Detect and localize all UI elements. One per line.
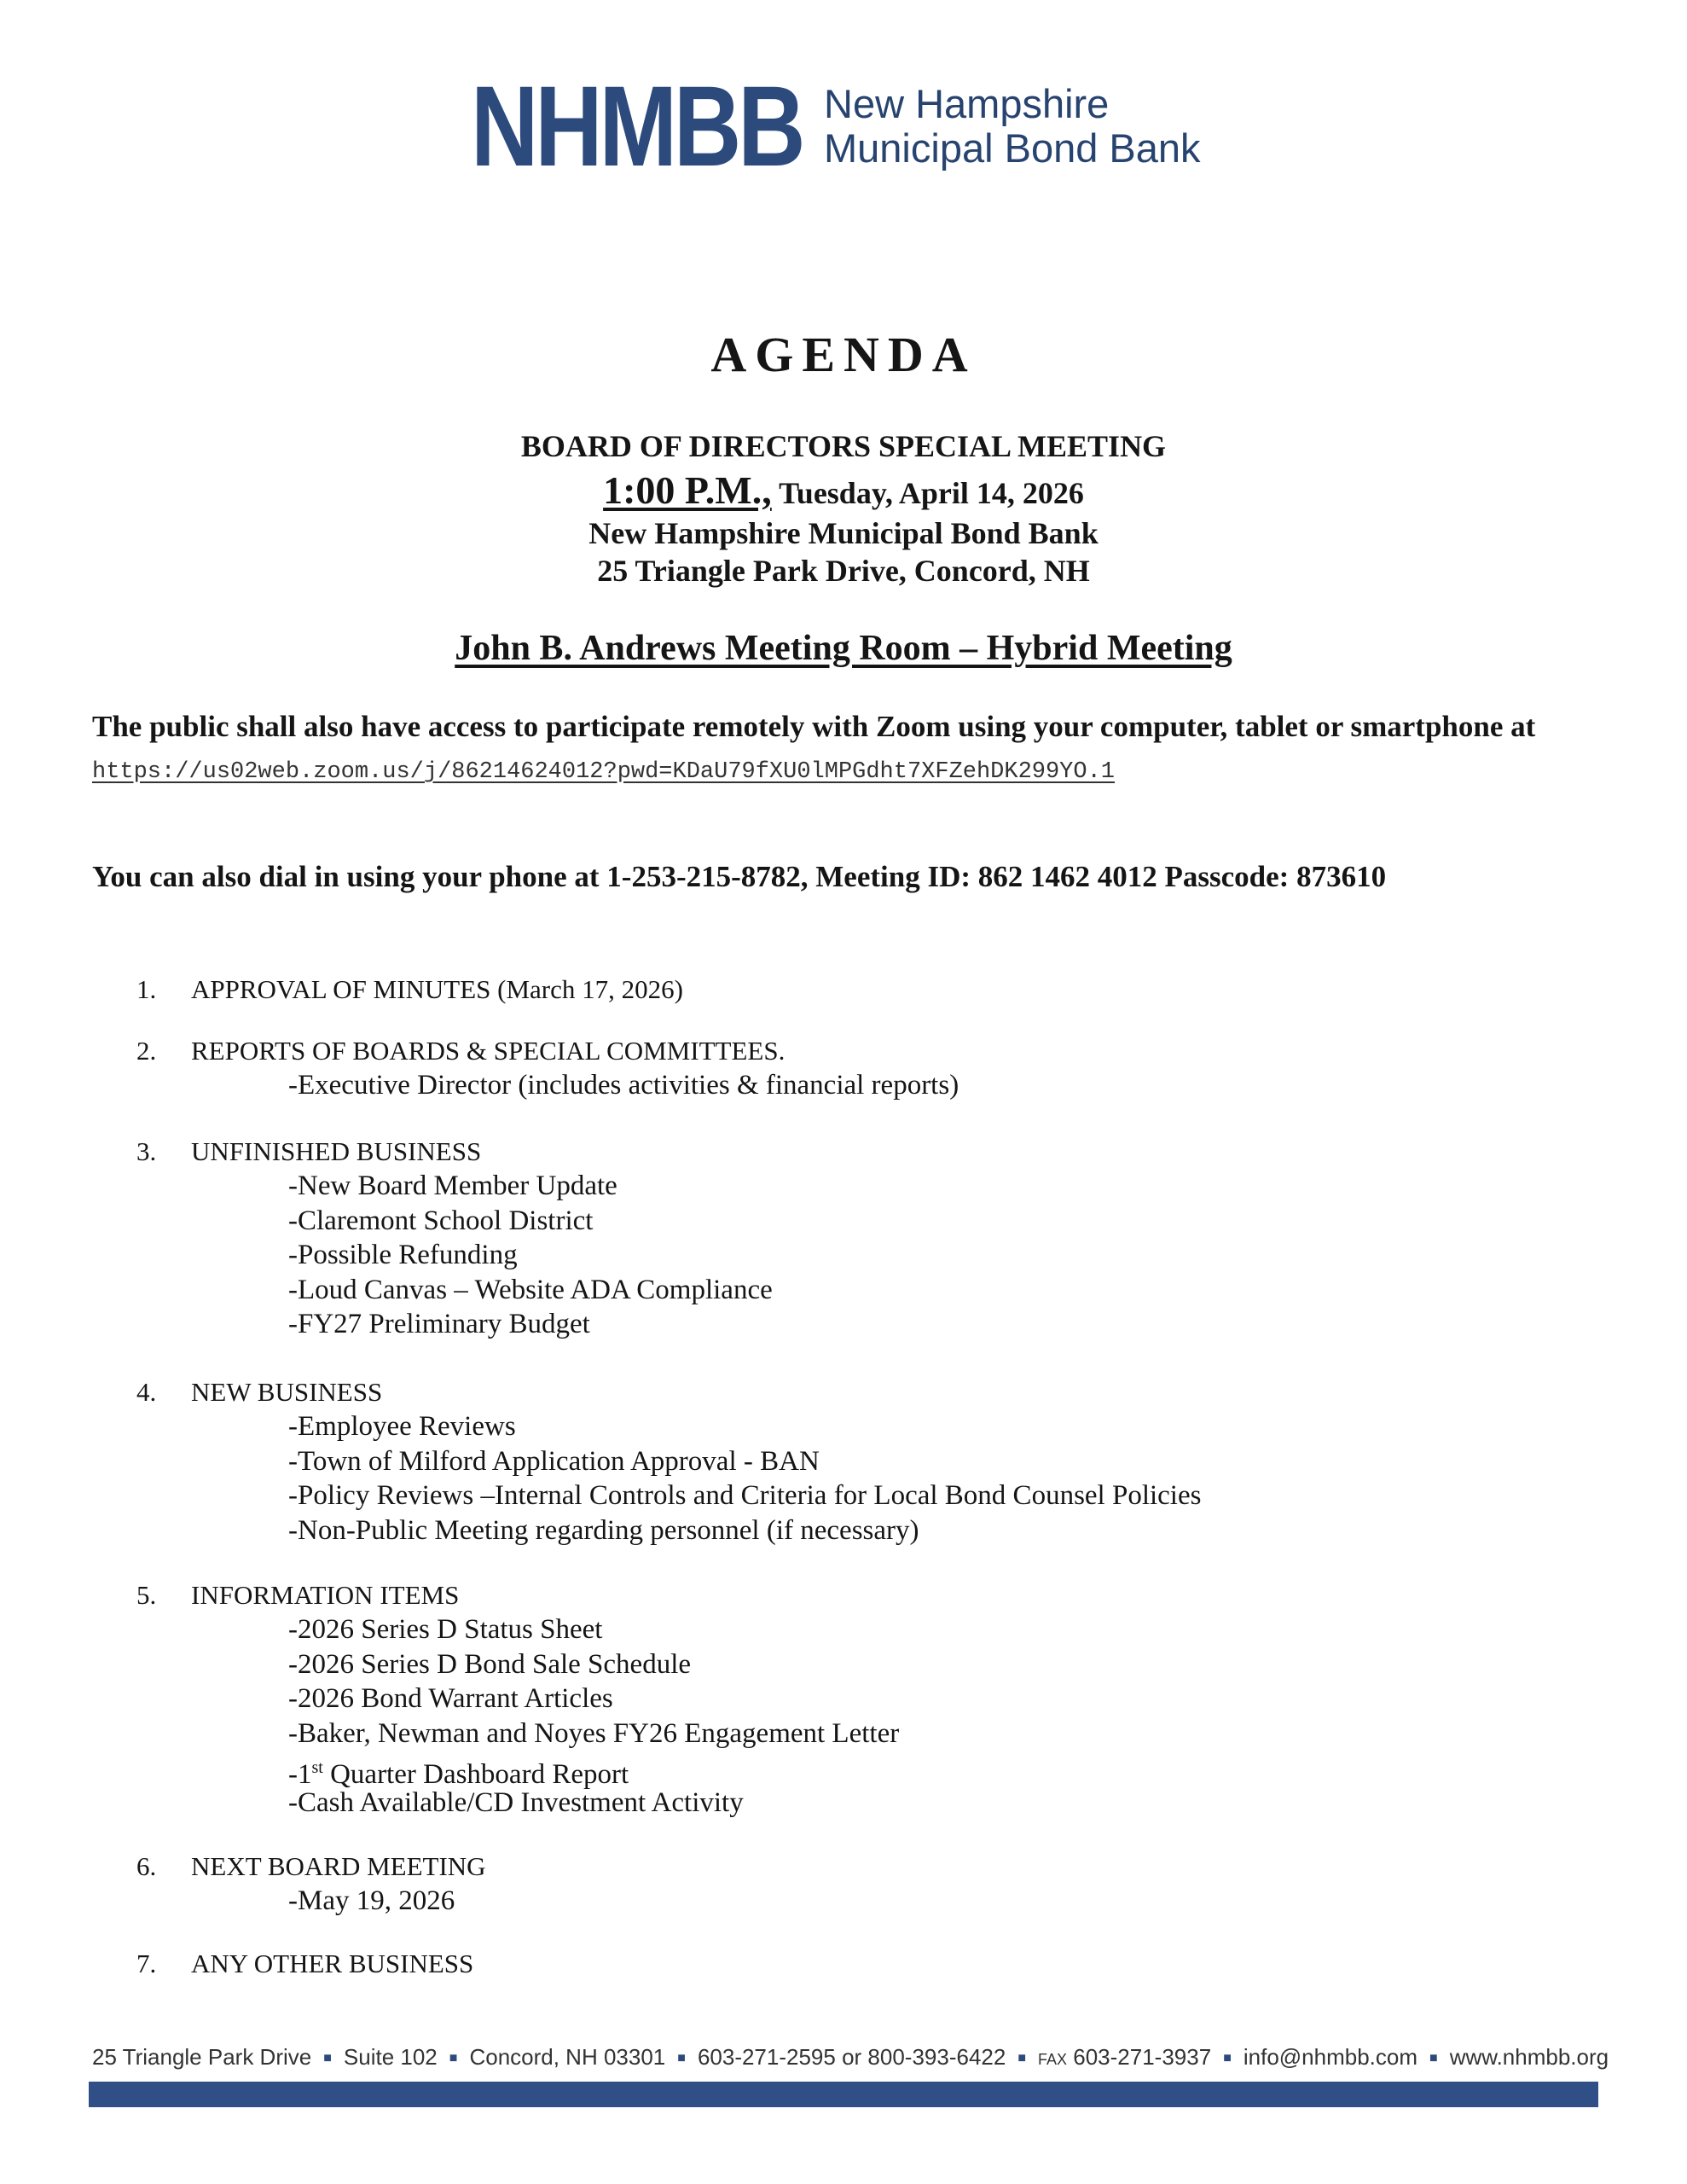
agenda-subitems — [288, 1409, 1201, 1548]
agenda-subitem: -Employee Reviews — [288, 1411, 516, 1442]
footer-suite: Suite 102 — [343, 2044, 438, 2070]
remote-access-text: The public shall also have access to participate remotely with Zoom using your computer, tablet or smartphone at — [92, 710, 1536, 743]
logo-mark: NHMBB — [471, 63, 803, 190]
agenda-item-number: 3. — [136, 1136, 157, 1166]
meeting-time-line — [0, 468, 1687, 513]
agenda-subitems — [288, 1612, 899, 1820]
agenda-subitem: -Cash Available/CD Investment Activity — [288, 1786, 744, 1818]
agenda-item-number: 2. — [136, 1036, 157, 1066]
agenda-item-title: REPORTS OF BOARDS & SPECIAL COMMITTEES. — [191, 1036, 786, 1066]
agenda-subitem: -New Board Member Update — [288, 1170, 617, 1201]
agenda-item-title: APPROVAL OF MINUTES (March 17, 2026) — [191, 974, 683, 1004]
agenda-subitems — [288, 1068, 959, 1103]
bullet-icon: ■ — [1223, 2051, 1232, 2066]
logo-line-1: New Hampshire — [824, 81, 1110, 126]
agenda-subitem: -Possible Refunding — [288, 1240, 518, 1270]
logo-line-2: Municipal Bond Bank — [824, 125, 1201, 171]
meeting-address: 25 Triangle Park Drive, Concord, NH — [597, 554, 1090, 588]
meeting-type: BOARD OF DIRECTORS SPECIAL MEETING — [520, 429, 1167, 463]
agenda-subitems — [288, 1169, 773, 1342]
agenda-item-title: ANY OTHER BUSINESS — [191, 1949, 474, 1978]
organization-name: New Hampshire Municipal Bond Bank — [588, 516, 1099, 550]
footer-fax: 603-271-3937 — [1073, 2044, 1212, 2070]
agenda-item-number: 1. — [136, 974, 157, 1004]
agenda-subitem: -2026 Series D Status Sheet — [288, 1614, 603, 1645]
agenda-item-title: NEXT BOARD MEETING — [191, 1851, 486, 1881]
bullet-icon: ■ — [449, 2051, 458, 2066]
agenda-item-title: INFORMATION ITEMS — [191, 1580, 460, 1610]
dial-in-text: You can also dial in using your phone at 1-253-215-8782, Meeting ID: 862 1462 4012 Passcode: 873610 — [92, 860, 1387, 893]
agenda-subitem: -2026 Bond Warrant Articles — [288, 1683, 613, 1714]
agenda-subitem: -1st Quarter Dashboard Report — [288, 1758, 629, 1790]
bullet-icon: ■ — [1017, 2051, 1027, 2066]
agenda-subitem: -Executive Director (includes activities & financial reports) — [288, 1070, 959, 1101]
footer-bar — [89, 2082, 1598, 2107]
agenda-item-title: UNFINISHED BUSINESS — [191, 1136, 482, 1166]
agenda-item-number: 6. — [136, 1851, 157, 1881]
bullet-icon: ■ — [323, 2051, 332, 2066]
agenda-subitem: -2026 Series D Bond Sale Schedule — [288, 1648, 692, 1680]
footer-contact — [92, 2044, 1609, 2071]
meeting-room: John B. Andrews Meeting Room – Hybrid Meeting — [455, 629, 1232, 668]
agenda-subitems — [288, 1884, 455, 1919]
bullet-icon: ■ — [677, 2051, 686, 2066]
bullet-icon: ■ — [1429, 2051, 1438, 2066]
meeting-date: Tuesday, April 14, 2026 — [779, 476, 1084, 510]
agenda-item-number: 4. — [136, 1377, 157, 1407]
agenda-subitem: -May 19, 2026 — [288, 1885, 455, 1916]
agenda-item-number: 5. — [136, 1580, 157, 1610]
footer-fax-label: FAX — [1038, 2051, 1068, 2068]
agenda-subitem: -Policy Reviews –Internal Controls and Criteria for Local Bond Counsel Policies — [288, 1480, 1202, 1511]
agenda-title: AGENDA — [710, 327, 977, 382]
footer-website[interactable]: www.nhmbb.org — [1449, 2044, 1609, 2070]
footer-city: Concord, NH 03301 — [469, 2044, 666, 2070]
agenda-item-title: NEW BUSINESS — [191, 1377, 383, 1407]
agenda-subitem: -Town of Milford Application Approval - BAN — [288, 1445, 820, 1477]
logo-text — [824, 82, 1201, 171]
agenda-subitem: -Non-Public Meeting regarding personnel (if necessary) — [288, 1514, 919, 1546]
footer-phone: 603-271-2595 or 800-393-6422 — [697, 2044, 1006, 2070]
footer-street: 25 Triangle Park Drive — [92, 2044, 312, 2070]
agenda-subitem: -Loud Canvas – Website ADA Compliance — [288, 1274, 773, 1305]
agenda-item-number: 7. — [136, 1949, 157, 1978]
agenda-subitem: -FY27 Preliminary Budget — [288, 1309, 590, 1339]
remote-access-paragraph — [92, 706, 1627, 793]
zoom-link[interactable]: https://us02web.zoom.us/j/86214624012?pwd=KDaU79fXU0lMPGdht7XFZehDK299YO.1 — [92, 759, 1115, 785]
agenda-subitem: -Claremont School District — [288, 1205, 594, 1236]
footer-email[interactable]: info@nhmbb.com — [1243, 2044, 1418, 2070]
meeting-time: 1:00 P.M., — [603, 468, 772, 512]
agenda-subitem: -Baker, Newman and Noyes FY26 Engagement Letter — [288, 1717, 900, 1749]
